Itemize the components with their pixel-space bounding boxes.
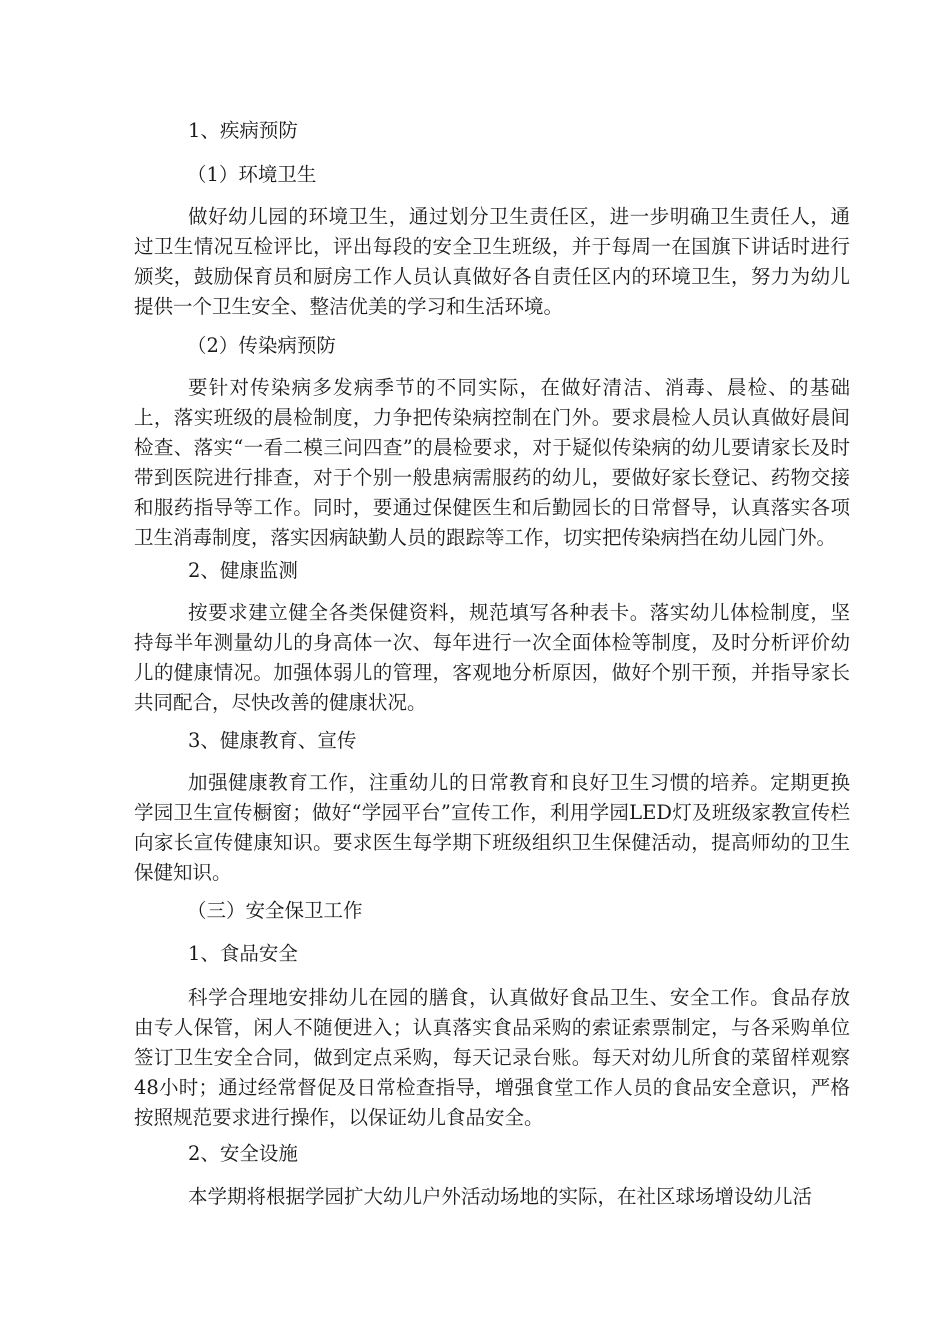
subheading-infectious-disease-prevention: （2）传染病预防 [187,334,336,357]
section-heading-safety-security: （三）安全保卫工作 [187,899,363,922]
paragraph-safety-facilities: 本学期将根据学园扩大幼儿户外活动场地的实际，在社区球场增设幼儿活 [188,1185,813,1208]
paragraph-health-monitoring: 按要求建立健全各类保健资料，规范填写各种表卡。落实幼儿体检制度，坚持每半年测量幼儿的身高体一次、每年进行一次全面体检等制度，及时分析评价幼儿的健康情况。加强体弱儿的管理，客观地分析原因，做好个别干预，并指导家长共同配合，尽快改善的健康状况。 [134,601,850,714]
section-heading-health-monitoring: 2、健康监测 [188,559,298,582]
section-heading-food-safety: 1、食品安全 [188,942,298,965]
section-heading-safety-facilities: 2、安全设施 [188,1142,298,1165]
paragraph-environmental-hygiene: 做好幼儿园的环境卫生，通过划分卫生责任区，进一步明确卫生责任人，通过卫生情况互检评比，评出每段的安全卫生班级，并于每周一在国旗下讲话时进行颁奖，鼓励保育员和厨房工作人员认真做好各自责任区内的环境卫生，努力为幼儿提供一个卫生安全、整洁优美的学习和生活环境。 [134,205,850,318]
section-heading-disease-prevention: 1、疾病预防 [188,119,298,142]
paragraph-food-safety: 科学合理地安排幼儿在园的膳食，认真做好食品卫生、安全工作。食品存放由专人保管，闲人不随便进入；认真落实食品采购的索证索票制定，与各采购单位签订卫生安全合同，做到定点采购，每天记录台账。每天对幼儿所食的菜留样观察48小时；通过经常督促及日常检查指导，增强食堂工作人员的食品安全意识，严格按照规范要求进行操作，以保证幼儿食品安全。 [134,986,850,1129]
subheading-environmental-hygiene: （1）环境卫生 [187,163,317,186]
paragraph-infectious-disease-prevention: 要针对传染病多发病季节的不同实际，在做好清洁、消毒、晨检、的基础上，落实班级的晨检制度，力争把传染病控制在门外。要求晨检人员认真做好晨间检查、落实“一看二模三问四查”的晨检要求，对于疑似传染病的幼儿要请家长及时带到医院进行排查，对于个别一般患病需服药的幼儿，要做好家长登记、药物交接和服药指导等工作。同时，要通过保健医生和后勤园长的日常督导，认真落实各项卫生消毒制度，落实因病缺勤人员的跟踪等工作，切实把传染病挡在幼儿园门外。 [134,376,850,549]
section-heading-health-education: 3、健康教育、宣传 [188,729,357,752]
paragraph-health-education: 加强健康教育工作，注重幼儿的日常教育和良好卫生习惯的培养。定期更换学园卫生宣传橱窗；做好“学园平台”宣传工作，利用学园LED灯及班级家教宣传栏向家长宣传健康知识。要求医生每学期下班级组织卫生保健活动，提高师幼的卫生保健知识。 [134,771,850,884]
